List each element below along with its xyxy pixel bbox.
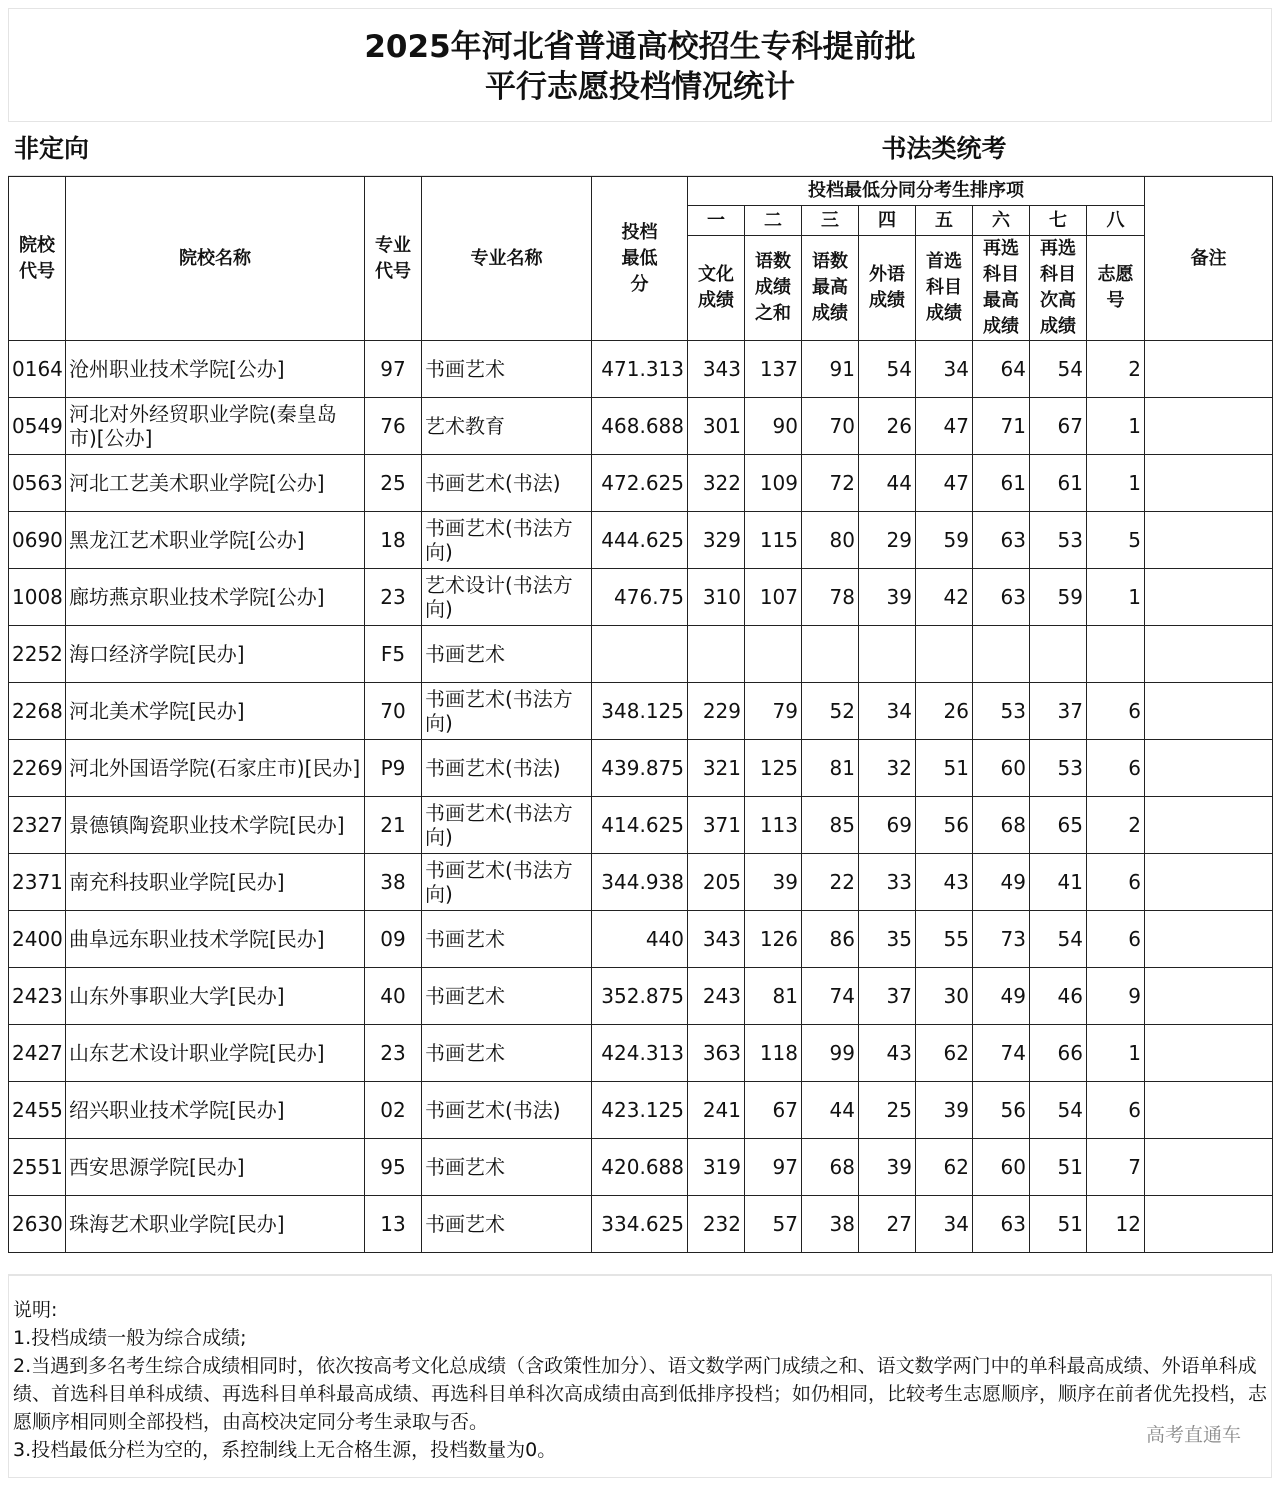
- score-7-cell: 66: [1030, 1025, 1087, 1082]
- header-order-6: 六: [973, 206, 1030, 236]
- score-6-cell: 64: [973, 341, 1030, 398]
- score-6-cell: 60: [973, 1139, 1030, 1196]
- score-3-cell: 72: [802, 455, 859, 512]
- min-score-cell: 348.125: [592, 683, 688, 740]
- score-4-cell: 39: [859, 1139, 916, 1196]
- min-score-cell: 334.625: [592, 1196, 688, 1253]
- school-code-cell: 2455: [9, 1082, 66, 1139]
- score-5-cell: 43: [916, 854, 973, 911]
- score-2-cell: 126: [745, 911, 802, 968]
- remark-cell: [1145, 797, 1273, 854]
- remark-cell: [1145, 512, 1273, 569]
- major-name-cell: 书画艺术(书法方向): [422, 512, 592, 569]
- major-code-cell: 23: [365, 569, 422, 626]
- major-code-cell: 18: [365, 512, 422, 569]
- school-name-cell: 景德镇陶瓷职业技术学院[民办]: [66, 797, 365, 854]
- school-name-cell: 山东艺术设计职业学院[民办]: [66, 1025, 365, 1082]
- wish-no-cell: 12: [1087, 1196, 1145, 1253]
- school-name-cell: 山东外事职业大学[民办]: [66, 968, 365, 1025]
- score-7-cell: 37: [1030, 683, 1087, 740]
- title-line-1: 2025年河北省普通高校招生专科提前批: [364, 29, 916, 65]
- score-2-cell: [745, 626, 802, 683]
- major-code-cell: F5: [365, 626, 422, 683]
- score-3-cell: [802, 626, 859, 683]
- header-order-7: 七: [1030, 206, 1087, 236]
- header-item-7: 再选科目次高成绩: [1030, 236, 1087, 341]
- header-school-code: 院校代号: [9, 177, 66, 341]
- score-3-cell: 68: [802, 1139, 859, 1196]
- header-order-8: 八: [1087, 206, 1145, 236]
- major-name-cell: 艺术教育: [422, 398, 592, 455]
- remark-cell: [1145, 398, 1273, 455]
- score-4-cell: 33: [859, 854, 916, 911]
- remark-cell: [1145, 968, 1273, 1025]
- score-1-cell: 232: [688, 1196, 745, 1253]
- table-row: [9, 968, 1273, 1025]
- score-5-cell: 56: [916, 797, 973, 854]
- score-6-cell: 71: [973, 398, 1030, 455]
- major-name-cell: 书画艺术(书法): [422, 455, 592, 512]
- score-6-cell: 68: [973, 797, 1030, 854]
- min-score-cell: 424.313: [592, 1025, 688, 1082]
- title-line-2: 平行志愿投档情况统计: [485, 69, 795, 105]
- header-school-name: 院校名称: [66, 177, 365, 341]
- major-name-cell: 书画艺术(书法方向): [422, 683, 592, 740]
- score-5-cell: 30: [916, 968, 973, 1025]
- min-score-cell: 344.938: [592, 854, 688, 911]
- score-1-cell: 371: [688, 797, 745, 854]
- score-7-cell: 54: [1030, 911, 1087, 968]
- school-name-cell: 曲阜远东职业技术学院[民办]: [66, 911, 365, 968]
- score-1-cell: 310: [688, 569, 745, 626]
- score-1-cell: 343: [688, 341, 745, 398]
- header-item-8: 志愿号: [1087, 236, 1145, 341]
- score-1-cell: 319: [688, 1139, 745, 1196]
- score-3-cell: 52: [802, 683, 859, 740]
- score-7-cell: 61: [1030, 455, 1087, 512]
- wish-no-cell: 6: [1087, 683, 1145, 740]
- score-4-cell: 43: [859, 1025, 916, 1082]
- score-6-cell: 49: [973, 854, 1030, 911]
- school-name-cell: 南充科技职业学院[民办]: [66, 854, 365, 911]
- wish-no-cell: 1: [1087, 1025, 1145, 1082]
- score-5-cell: [916, 626, 973, 683]
- remark-cell: [1145, 1025, 1273, 1082]
- major-code-cell: 23: [365, 1025, 422, 1082]
- school-code-cell: 2268: [9, 683, 66, 740]
- min-score-cell: 420.688: [592, 1139, 688, 1196]
- major-code-cell: 09: [365, 911, 422, 968]
- wish-no-cell: 1: [1087, 569, 1145, 626]
- school-name-cell: 西安思源学院[民办]: [66, 1139, 365, 1196]
- header-order-4: 四: [859, 206, 916, 236]
- min-score-cell: 423.125: [592, 1082, 688, 1139]
- remark-cell: [1145, 341, 1273, 398]
- header-min-score: 投档最低分: [592, 177, 688, 341]
- major-name-cell: 书画艺术: [422, 626, 592, 683]
- header-item-1: 文化成绩: [688, 236, 745, 341]
- wish-no-cell: 1: [1087, 455, 1145, 512]
- score-6-cell: 63: [973, 1196, 1030, 1253]
- major-code-cell: P9: [365, 740, 422, 797]
- major-code-cell: 70: [365, 683, 422, 740]
- score-6-cell: 73: [973, 911, 1030, 968]
- remark-cell: [1145, 911, 1273, 968]
- major-name-cell: 艺术设计(书法方向): [422, 569, 592, 626]
- note-2: 2.当遇到多名考生综合成绩相同时，依次按高考文化总成绩（含政策性加分）、语文数学两门成绩之和、语文数学两门中的单科最高成绩、外语单科成绩、首选科目单科成绩、再选科目单科最高成绩、再选科目单科次高成绩由高到低排序投档；如仍相同，比较考生志愿顺序，顺序在前者优先投档，志愿顺序相同则全部投档，由高校决定同分考生录取与否。: [13, 1355, 1268, 1433]
- score-1-cell: 321: [688, 740, 745, 797]
- admission-table: [8, 176, 1273, 1253]
- score-7-cell: 53: [1030, 740, 1087, 797]
- score-6-cell: 74: [973, 1025, 1030, 1082]
- header-item-5: 首选科目成绩: [916, 236, 973, 341]
- remark-cell: [1145, 569, 1273, 626]
- header-major-code: 专业代号: [365, 177, 422, 341]
- score-6-cell: [973, 626, 1030, 683]
- min-score-cell: 440: [592, 911, 688, 968]
- note-3: 3.投档最低分栏为空的，系控制线上无合格生源，投档数量为0。: [13, 1439, 557, 1461]
- min-score-cell: 468.688: [592, 398, 688, 455]
- major-code-cell: 21: [365, 797, 422, 854]
- major-code-cell: 95: [365, 1139, 422, 1196]
- score-4-cell: 25: [859, 1082, 916, 1139]
- school-code-cell: 2427: [9, 1025, 66, 1082]
- score-3-cell: 85: [802, 797, 859, 854]
- score-3-cell: 22: [802, 854, 859, 911]
- score-2-cell: 137: [745, 341, 802, 398]
- score-1-cell: 322: [688, 455, 745, 512]
- header-order-2: 二: [745, 206, 802, 236]
- wish-no-cell: 6: [1087, 854, 1145, 911]
- score-2-cell: 67: [745, 1082, 802, 1139]
- score-4-cell: 26: [859, 398, 916, 455]
- score-4-cell: 27: [859, 1196, 916, 1253]
- score-1-cell: 229: [688, 683, 745, 740]
- score-7-cell: 65: [1030, 797, 1087, 854]
- remark-cell: [1145, 740, 1273, 797]
- score-5-cell: 51: [916, 740, 973, 797]
- score-6-cell: 63: [973, 512, 1030, 569]
- score-1-cell: 329: [688, 512, 745, 569]
- score-2-cell: 109: [745, 455, 802, 512]
- score-1-cell: 243: [688, 968, 745, 1025]
- score-7-cell: 53: [1030, 512, 1087, 569]
- remark-cell: [1145, 455, 1273, 512]
- min-score-cell: 414.625: [592, 797, 688, 854]
- score-1-cell: 343: [688, 911, 745, 968]
- table-row: [9, 341, 1273, 398]
- major-name-cell: 书画艺术(书法): [422, 1082, 592, 1139]
- school-name-cell: 海口经济学院[民办]: [66, 626, 365, 683]
- score-5-cell: 42: [916, 569, 973, 626]
- score-5-cell: 47: [916, 398, 973, 455]
- school-code-cell: 1008: [9, 569, 66, 626]
- score-2-cell: 125: [745, 740, 802, 797]
- score-4-cell: 39: [859, 569, 916, 626]
- school-name-cell: 绍兴职业技术学院[民办]: [66, 1082, 365, 1139]
- table-row: [9, 1139, 1273, 1196]
- wish-no-cell: 6: [1087, 911, 1145, 968]
- note-heading: 说明:: [13, 1299, 58, 1321]
- section-right: 书法类统考: [881, 134, 1007, 163]
- school-name-cell: 珠海艺术职业学院[民办]: [66, 1196, 365, 1253]
- table-row: [9, 1025, 1273, 1082]
- wish-no-cell: 7: [1087, 1139, 1145, 1196]
- school-name-cell: 廊坊燕京职业技术学院[公办]: [66, 569, 365, 626]
- score-3-cell: 80: [802, 512, 859, 569]
- score-4-cell: 29: [859, 512, 916, 569]
- school-code-cell: 2371: [9, 854, 66, 911]
- school-name-cell: 河北工艺美术职业学院[公办]: [66, 455, 365, 512]
- score-4-cell: 32: [859, 740, 916, 797]
- score-7-cell: 51: [1030, 1196, 1087, 1253]
- score-2-cell: 113: [745, 797, 802, 854]
- major-code-cell: 76: [365, 398, 422, 455]
- score-2-cell: 115: [745, 512, 802, 569]
- notes: [8, 1275, 1272, 1478]
- score-5-cell: 62: [916, 1139, 973, 1196]
- min-score-cell: 476.75: [592, 569, 688, 626]
- score-3-cell: 78: [802, 569, 859, 626]
- header-item-3: 语数最高成绩: [802, 236, 859, 341]
- wish-no-cell: 2: [1087, 341, 1145, 398]
- table-row: [9, 854, 1273, 911]
- score-4-cell: 44: [859, 455, 916, 512]
- score-6-cell: 56: [973, 1082, 1030, 1139]
- header-ranking-group: 投档最低分同分考生排序项: [688, 177, 1145, 206]
- score-5-cell: 26: [916, 683, 973, 740]
- score-2-cell: 107: [745, 569, 802, 626]
- score-1-cell: 241: [688, 1082, 745, 1139]
- major-name-cell: 书画艺术: [422, 341, 592, 398]
- school-code-cell: 2252: [9, 626, 66, 683]
- score-3-cell: 99: [802, 1025, 859, 1082]
- major-name-cell: 书画艺术: [422, 1139, 592, 1196]
- min-score-cell: 471.313: [592, 341, 688, 398]
- school-name-cell: 河北美术学院[民办]: [66, 683, 365, 740]
- school-code-cell: 2400: [9, 911, 66, 968]
- score-6-cell: 63: [973, 569, 1030, 626]
- remark-cell: [1145, 1196, 1273, 1253]
- score-5-cell: 39: [916, 1082, 973, 1139]
- score-6-cell: 60: [973, 740, 1030, 797]
- header-order-3: 三: [802, 206, 859, 236]
- score-2-cell: 81: [745, 968, 802, 1025]
- score-5-cell: 34: [916, 341, 973, 398]
- table-row: [9, 512, 1273, 569]
- header-item-4: 外语成绩: [859, 236, 916, 341]
- school-code-cell: 2327: [9, 797, 66, 854]
- school-code-cell: 0164: [9, 341, 66, 398]
- score-7-cell: 59: [1030, 569, 1087, 626]
- school-name-cell: 河北外国语学院(石家庄市)[民办]: [66, 740, 365, 797]
- score-6-cell: 61: [973, 455, 1030, 512]
- school-code-cell: 0549: [9, 398, 66, 455]
- wish-no-cell: 1: [1087, 398, 1145, 455]
- score-3-cell: 81: [802, 740, 859, 797]
- header-order-1: 一: [688, 206, 745, 236]
- wish-no-cell: 2: [1087, 797, 1145, 854]
- score-7-cell: 51: [1030, 1139, 1087, 1196]
- score-2-cell: 90: [745, 398, 802, 455]
- score-7-cell: [1030, 626, 1087, 683]
- score-7-cell: 41: [1030, 854, 1087, 911]
- watermark: 高考直通车: [1145, 1424, 1241, 1446]
- table-row: [9, 1082, 1273, 1139]
- score-2-cell: 57: [745, 1196, 802, 1253]
- score-5-cell: 55: [916, 911, 973, 968]
- wish-no-cell: 6: [1087, 740, 1145, 797]
- score-1-cell: 363: [688, 1025, 745, 1082]
- min-score-cell: 472.625: [592, 455, 688, 512]
- header-remark: 备注: [1145, 177, 1273, 341]
- school-name-cell: 河北对外经贸职业学院(秦皇岛市)[公办]: [66, 398, 365, 455]
- score-5-cell: 59: [916, 512, 973, 569]
- major-code-cell: 02: [365, 1082, 422, 1139]
- major-name-cell: 书画艺术: [422, 911, 592, 968]
- section-left: 非定向: [14, 134, 90, 163]
- score-2-cell: 39: [745, 854, 802, 911]
- major-name-cell: 书画艺术(书法方向): [422, 854, 592, 911]
- table-row: [9, 455, 1273, 512]
- table-row: [9, 398, 1273, 455]
- school-code-cell: 2269: [9, 740, 66, 797]
- remark-cell: [1145, 683, 1273, 740]
- score-3-cell: 86: [802, 911, 859, 968]
- score-6-cell: 49: [973, 968, 1030, 1025]
- school-code-cell: 2551: [9, 1139, 66, 1196]
- header-item-6: 再选科目最高成绩: [973, 236, 1030, 341]
- table-row: [9, 1196, 1273, 1253]
- wish-no-cell: [1087, 626, 1145, 683]
- school-code-cell: 0563: [9, 455, 66, 512]
- score-1-cell: 205: [688, 854, 745, 911]
- score-4-cell: 54: [859, 341, 916, 398]
- score-5-cell: 34: [916, 1196, 973, 1253]
- score-3-cell: 44: [802, 1082, 859, 1139]
- score-6-cell: 53: [973, 683, 1030, 740]
- table-row: [9, 911, 1273, 968]
- remark-cell: [1145, 1082, 1273, 1139]
- score-3-cell: 74: [802, 968, 859, 1025]
- school-code-cell: 2423: [9, 968, 66, 1025]
- table-row: [9, 740, 1273, 797]
- note-1: 1.投档成绩一般为综合成绩;: [13, 1327, 247, 1349]
- score-2-cell: 118: [745, 1025, 802, 1082]
- major-code-cell: 40: [365, 968, 422, 1025]
- score-1-cell: [688, 626, 745, 683]
- score-2-cell: 79: [745, 683, 802, 740]
- wish-no-cell: 9: [1087, 968, 1145, 1025]
- min-score-cell: 352.875: [592, 968, 688, 1025]
- document-title: [8, 8, 1272, 122]
- school-name-cell: 沧州职业技术学院[公办]: [66, 341, 365, 398]
- score-1-cell: 301: [688, 398, 745, 455]
- score-3-cell: 70: [802, 398, 859, 455]
- major-code-cell: 97: [365, 341, 422, 398]
- blank-row: [8, 1247, 1272, 1275]
- major-code-cell: 13: [365, 1196, 422, 1253]
- table-row: [9, 569, 1273, 626]
- major-name-cell: 书画艺术: [422, 1025, 592, 1082]
- header-major-name: 专业名称: [422, 177, 592, 341]
- score-7-cell: 67: [1030, 398, 1087, 455]
- major-name-cell: 书画艺术(书法方向): [422, 797, 592, 854]
- table-row: [9, 683, 1273, 740]
- table-row: [9, 797, 1273, 854]
- header-order-5: 五: [916, 206, 973, 236]
- major-name-cell: 书画艺术: [422, 1196, 592, 1253]
- score-4-cell: 69: [859, 797, 916, 854]
- major-code-cell: 38: [365, 854, 422, 911]
- header-item-2: 语数成绩之和: [745, 236, 802, 341]
- school-name-cell: 黑龙江艺术职业学院[公办]: [66, 512, 365, 569]
- major-code-cell: 25: [365, 455, 422, 512]
- school-code-cell: 2630: [9, 1196, 66, 1253]
- score-7-cell: 46: [1030, 968, 1087, 1025]
- score-3-cell: 38: [802, 1196, 859, 1253]
- score-4-cell: [859, 626, 916, 683]
- score-4-cell: 35: [859, 911, 916, 968]
- score-2-cell: 97: [745, 1139, 802, 1196]
- score-3-cell: 91: [802, 341, 859, 398]
- score-4-cell: 37: [859, 968, 916, 1025]
- score-5-cell: 62: [916, 1025, 973, 1082]
- score-7-cell: 54: [1030, 341, 1087, 398]
- school-code-cell: 0690: [9, 512, 66, 569]
- major-name-cell: 书画艺术(书法): [422, 740, 592, 797]
- table-row: [9, 626, 1273, 683]
- remark-cell: [1145, 1139, 1273, 1196]
- wish-no-cell: 5: [1087, 512, 1145, 569]
- min-score-cell: 439.875: [592, 740, 688, 797]
- score-5-cell: 47: [916, 455, 973, 512]
- score-4-cell: 34: [859, 683, 916, 740]
- min-score-cell: 444.625: [592, 512, 688, 569]
- wish-no-cell: 6: [1087, 1082, 1145, 1139]
- remark-cell: [1145, 854, 1273, 911]
- remark-cell: [1145, 626, 1273, 683]
- score-7-cell: 54: [1030, 1082, 1087, 1139]
- major-name-cell: 书画艺术: [422, 968, 592, 1025]
- min-score-cell: [592, 626, 688, 683]
